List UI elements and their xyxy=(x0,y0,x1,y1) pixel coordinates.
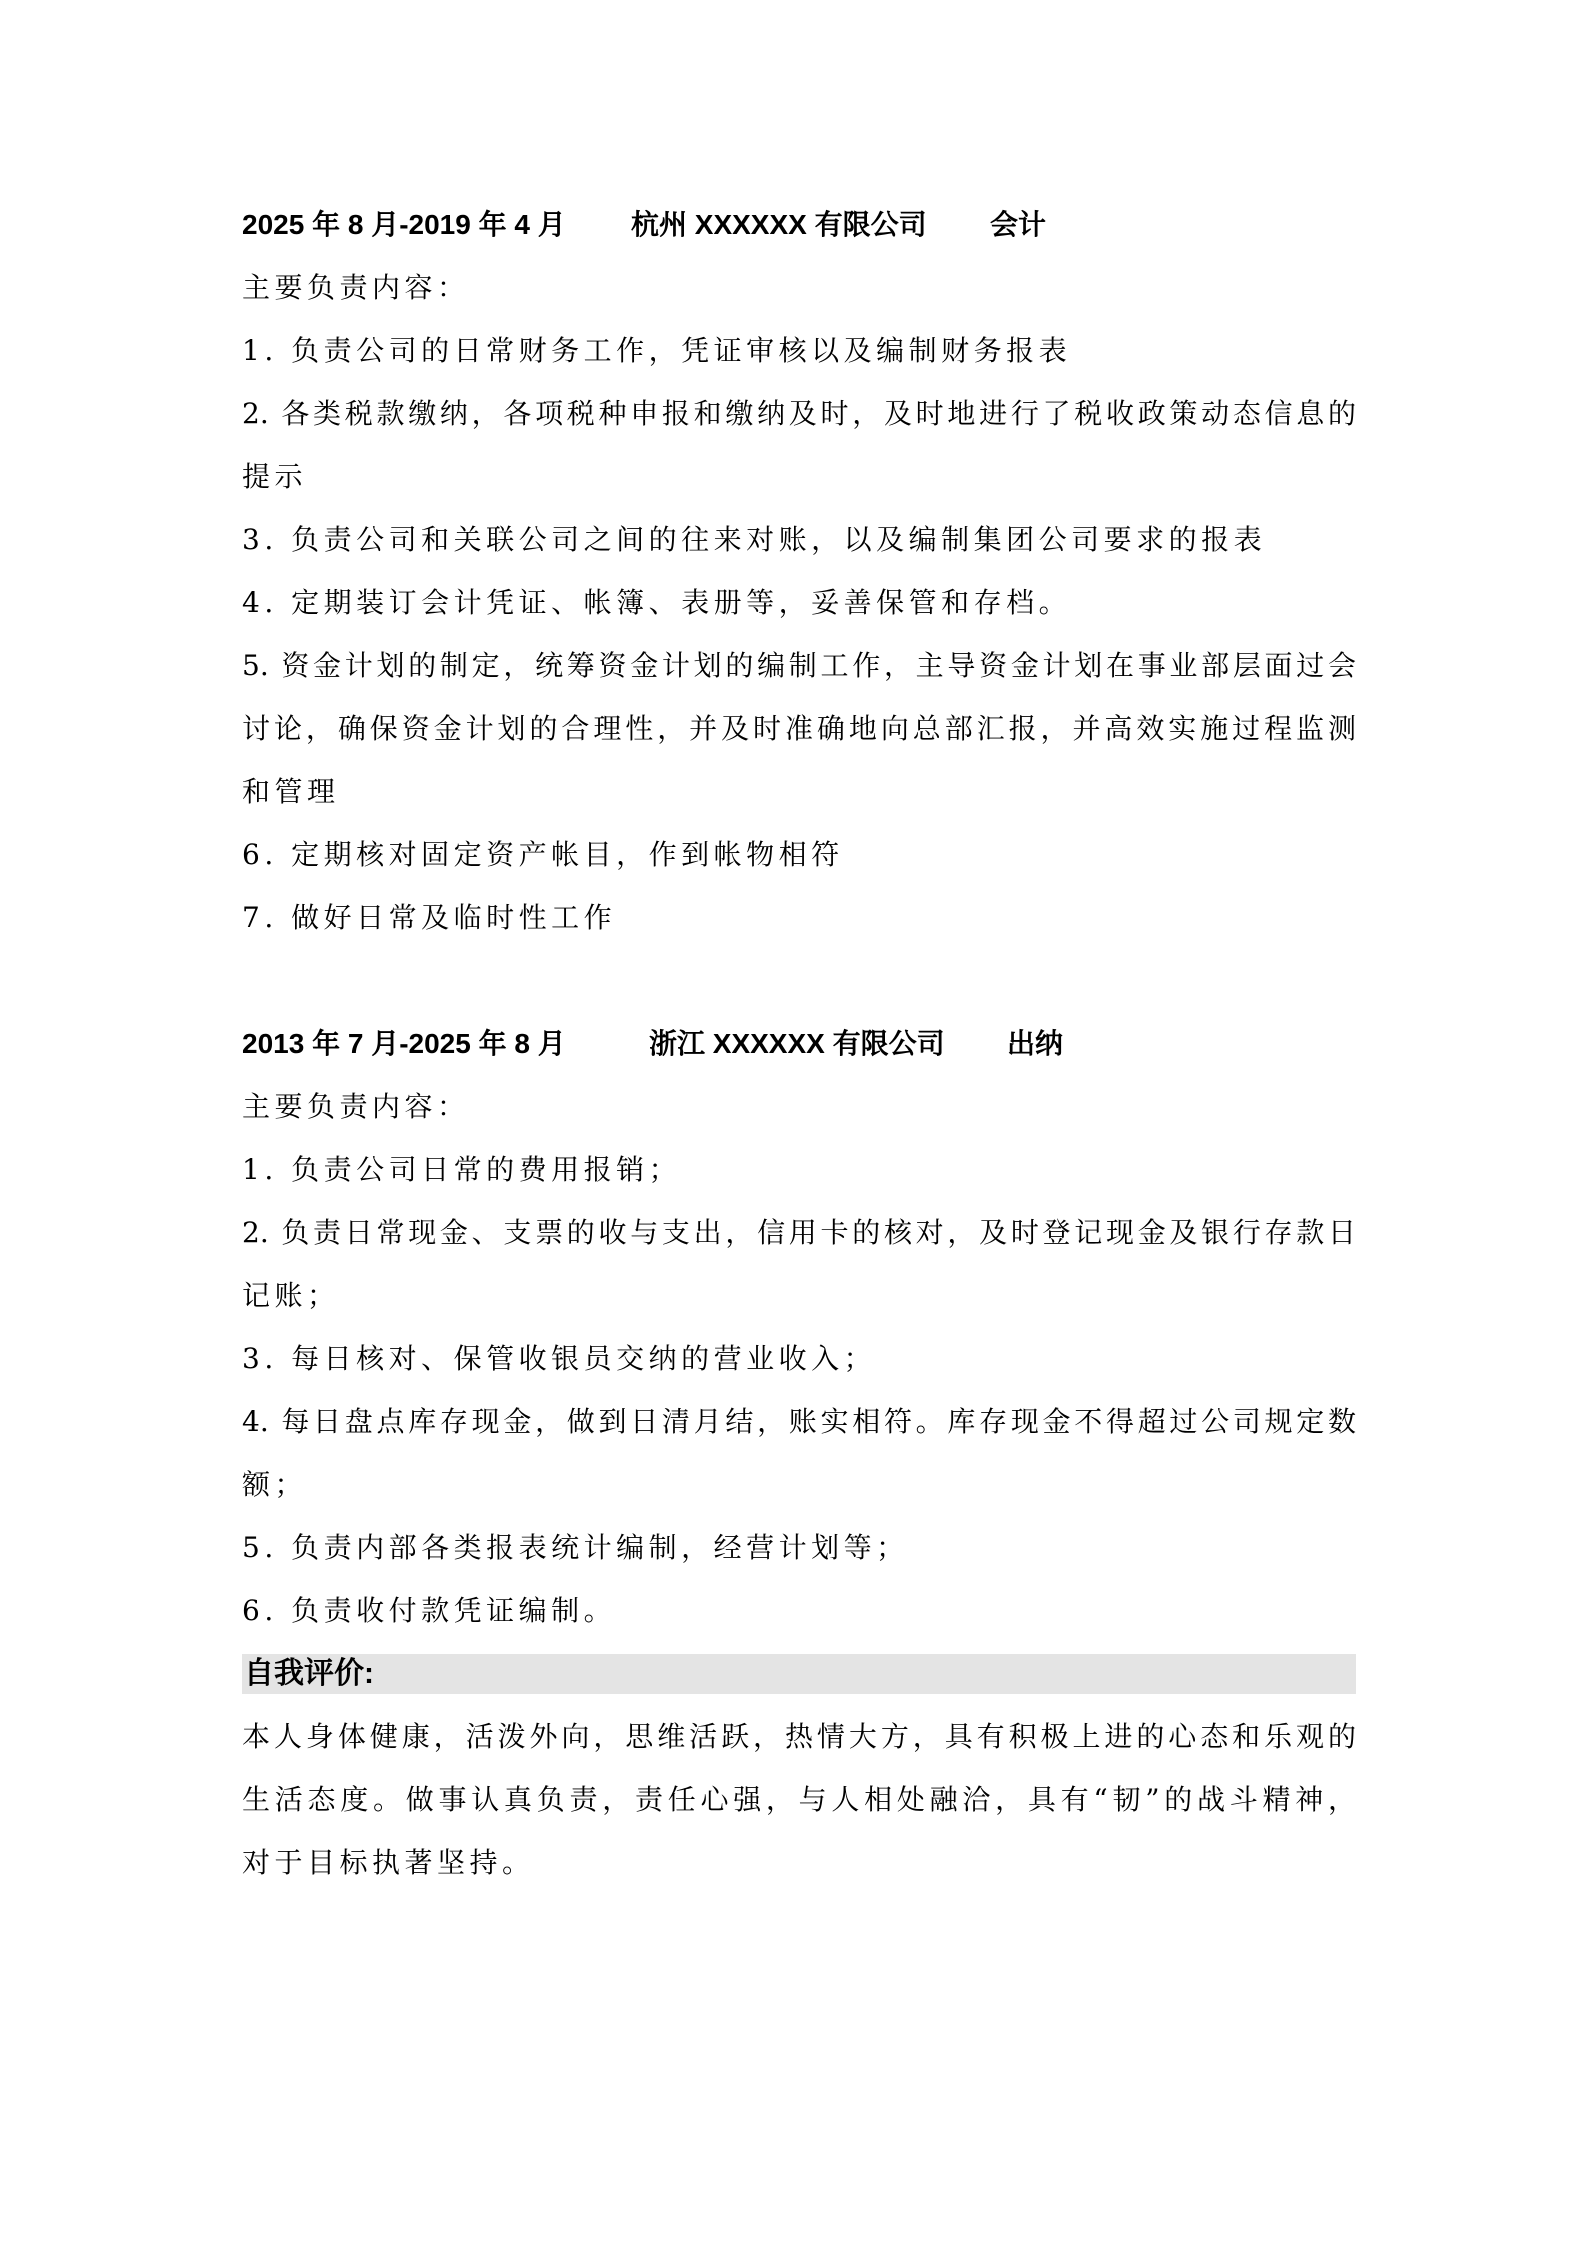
job-company: 杭州 XXXXXX 有限公司 xyxy=(631,209,927,240)
job-company: 浙江 XXXXXX 有限公司 xyxy=(649,1028,945,1059)
job-heading xyxy=(242,193,1356,256)
spacer xyxy=(242,949,1356,1012)
job-period: 2013 年 7 月-2025 年 8 月 xyxy=(242,1028,566,1059)
duty-line: 7. 做好日常及临时性工作 xyxy=(242,901,617,934)
duty-line: 4. 定期装订会计凭证、帐簿、表册等，妥善保管和存档。 xyxy=(242,586,1072,619)
duty-line: 5. 负责内部各类报表统计编制，经营计划等； xyxy=(242,1531,909,1564)
duty-line: 记账； xyxy=(242,1279,340,1312)
duty-line: 2. 负责日常现金、支票的收与支出，信用卡的核对，及时登记现金及银行存款日 xyxy=(242,1216,1356,1249)
duty-line: 和管理 xyxy=(242,775,340,808)
self-evaluation-line: 对于目标执著坚持。 xyxy=(242,1846,535,1879)
duty-line: 1. 负责公司日常的费用报销； xyxy=(242,1153,682,1186)
duties-label: 主要负责内容： xyxy=(242,1090,470,1123)
section-bar xyxy=(242,1654,1356,1694)
duty-line: 提示 xyxy=(242,460,308,493)
self-evaluation-line: 本人身体健康，活泼外向，思维活跃，热情大方，具有积极上进的心态和乐观的 xyxy=(242,1720,1356,1753)
duty-line: 2. 各类税款缴纳，各项税种申报和缴纳及时，及时地进行了税收政策动态信息的 xyxy=(242,397,1356,430)
self-evaluation-line: 生活态度。做事认真负责，责任心强，与人相处融洽，具有“韧”的战斗精神， xyxy=(242,1783,1356,1816)
duties-label: 主要负责内容： xyxy=(242,271,470,304)
job-role: 出纳 xyxy=(1007,1028,1064,1059)
duty-line: 4. 每日盘点库存现金，做到日清月结，账实相符。库存现金不得超过公司规定数 xyxy=(242,1405,1356,1438)
duty-line: 1. 负责公司的日常财务工作，凭证审核以及编制财务报表 xyxy=(242,334,1072,367)
duty-line: 3. 每日核对、保管收银员交纳的营业收入； xyxy=(242,1342,877,1375)
resume-content xyxy=(242,193,1356,1894)
job-role: 会计 xyxy=(990,209,1047,240)
job-heading xyxy=(242,1012,1356,1075)
duty-line: 6. 负责收付款凭证编制。 xyxy=(242,1594,617,1627)
duty-line: 5. 资金计划的制定，统筹资金计划的编制工作，主导资金计划在事业部层面过会 xyxy=(242,649,1356,682)
duty-line: 额； xyxy=(242,1468,308,1501)
section-title: 自我评价: xyxy=(244,1657,374,1690)
self-evaluation-header xyxy=(242,1642,1356,1705)
duty-line: 6. 定期核对固定资产帐目，作到帐物相符 xyxy=(242,838,844,871)
duty-line: 3. 负责公司和关联公司之间的往来对账，以及编制集团公司要求的报表 xyxy=(242,523,1267,556)
job-period: 2025 年 8 月-2019 年 4 月 xyxy=(242,209,566,240)
duty-line: 讨论，确保资金计划的合理性，并及时准确地向总部汇报，并高效实施过程监测 xyxy=(242,712,1356,745)
